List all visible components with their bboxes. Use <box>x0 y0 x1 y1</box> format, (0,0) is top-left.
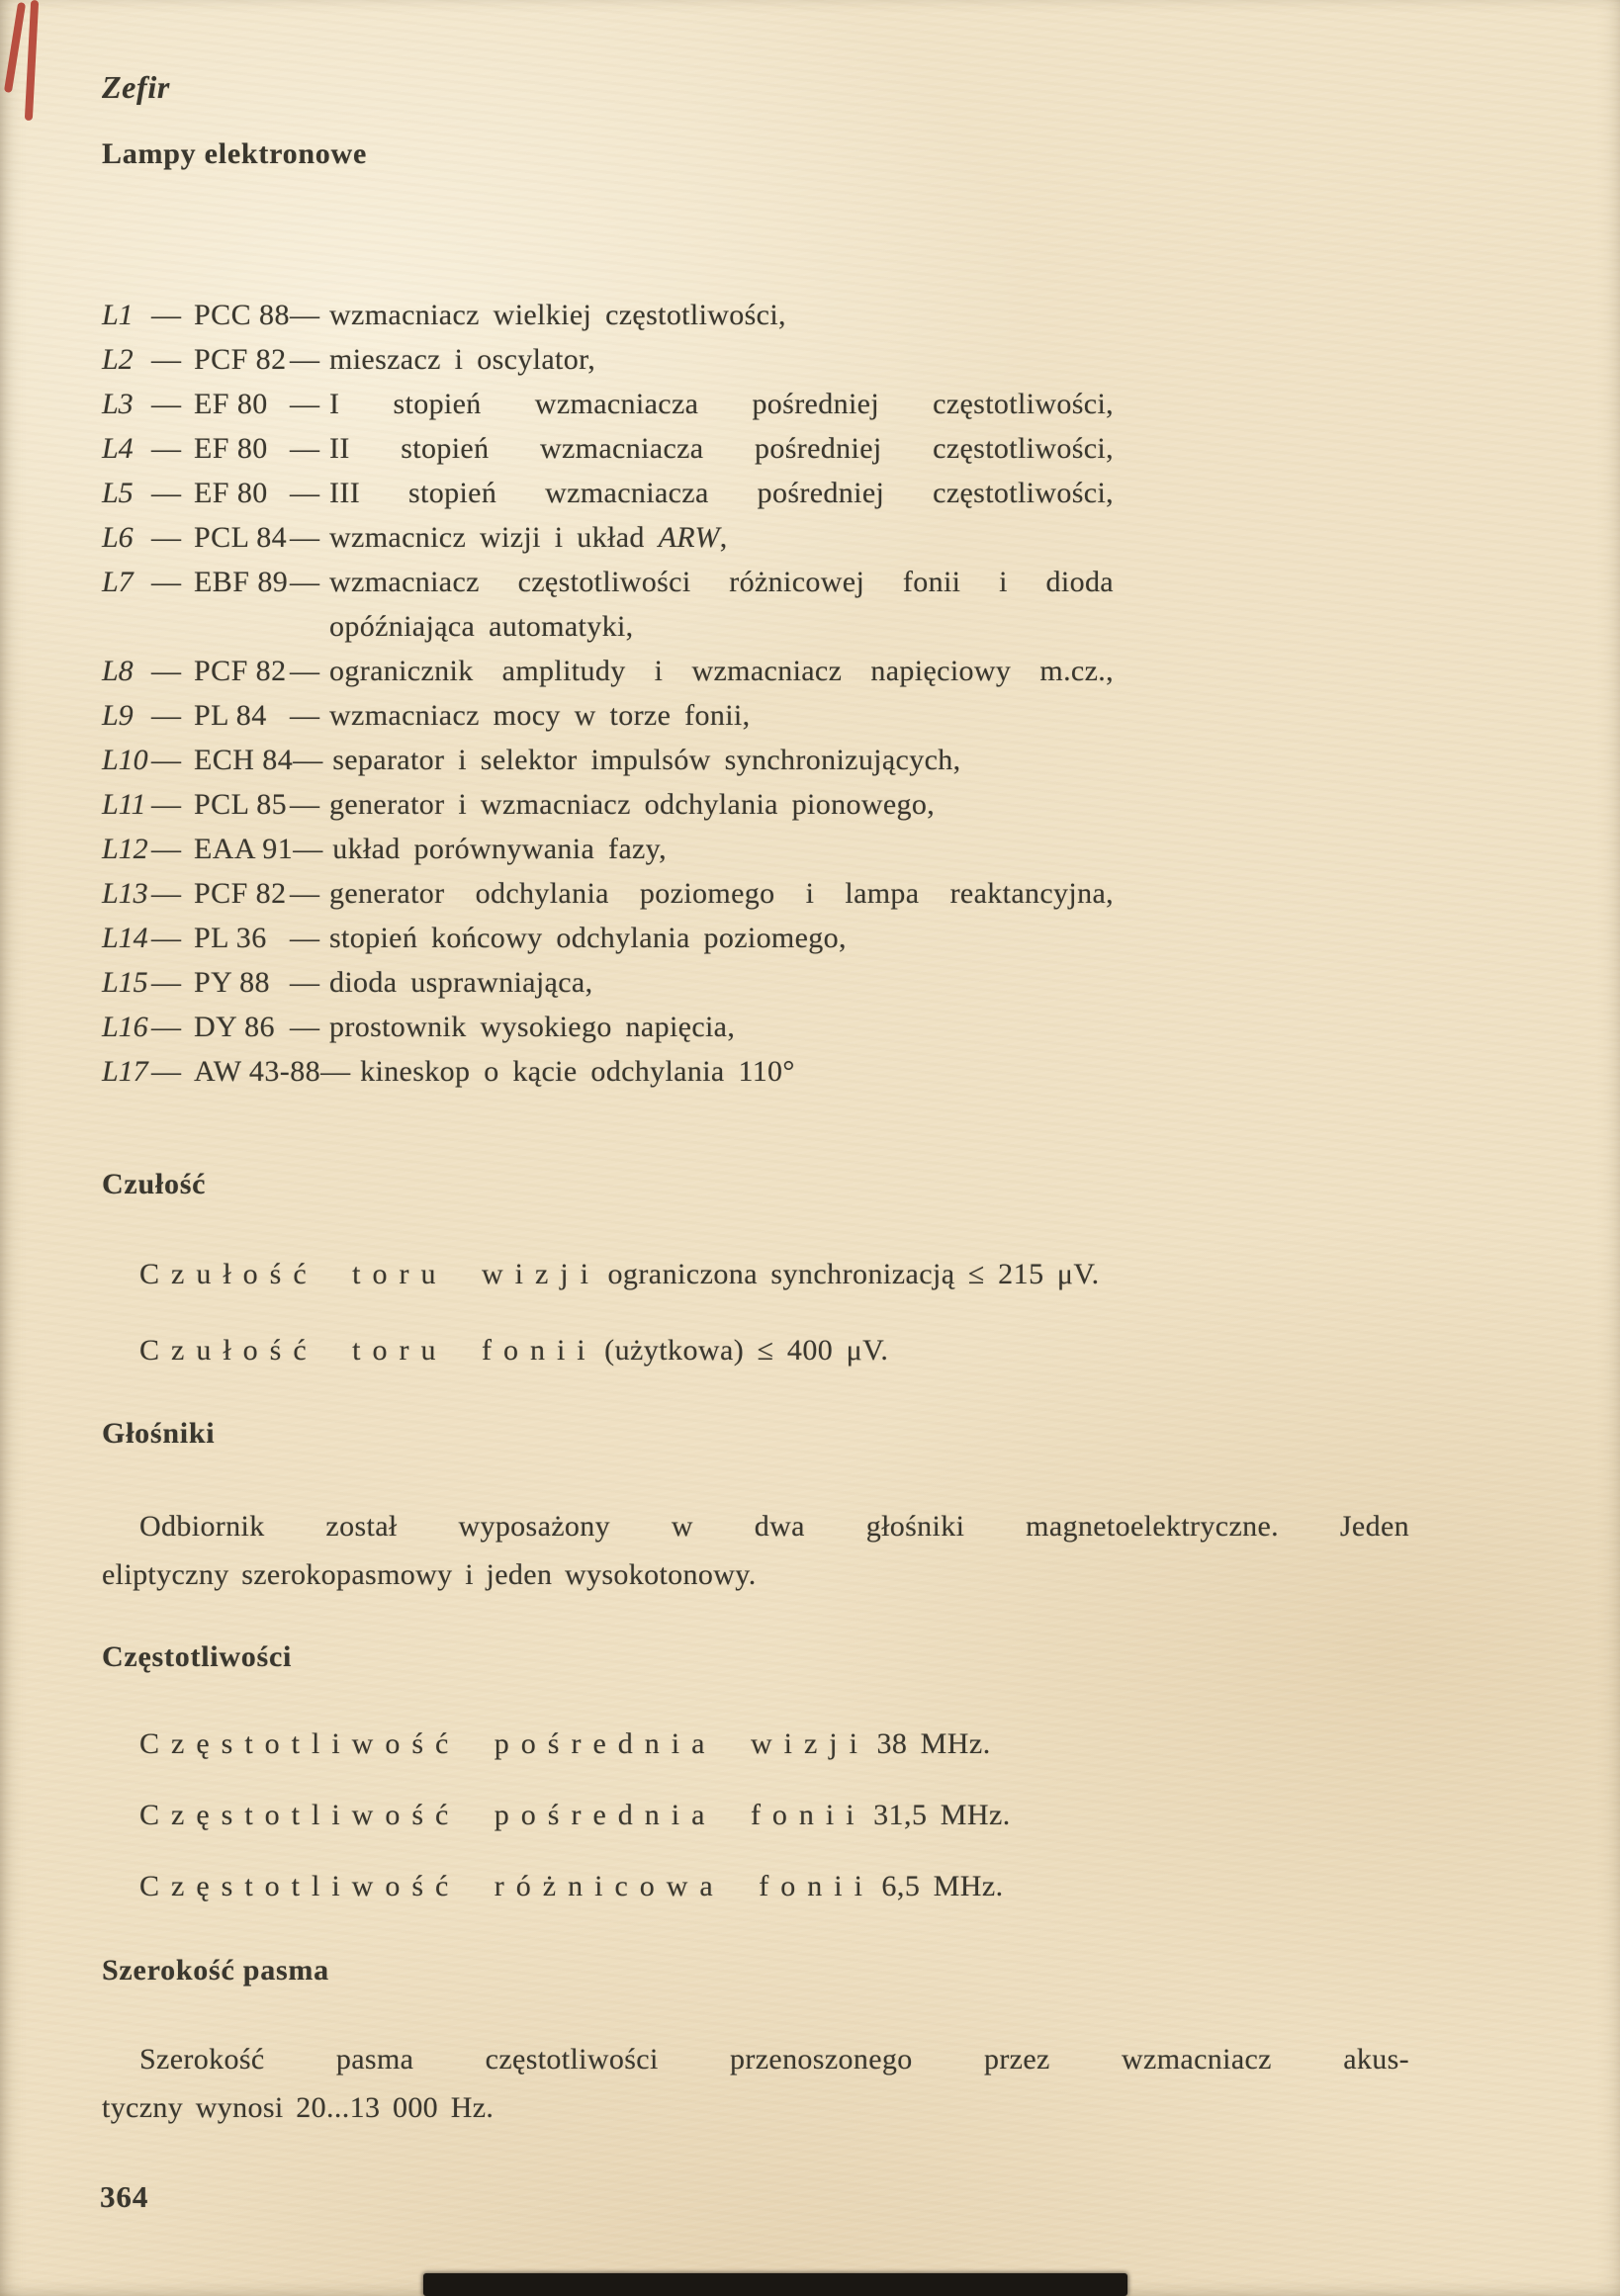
lamp-description-line: mieszacz i oscylator, <box>329 343 596 376</box>
lamp-row <box>102 1005 1427 1049</box>
sensitivity-items <box>102 1252 1506 1372</box>
lamp-description-line: II stopień wzmacniacza pośredniej częstotliwości, <box>329 432 1114 465</box>
section-heading-lamps: Lampy elektronowe <box>102 137 368 170</box>
lamp-row <box>102 782 1427 827</box>
lamp-description-line: ogranicznik amplitudy i wzmacniacz napięciowy m.cz., <box>329 655 1114 687</box>
spec-spaced-text: Czułość toru wizji <box>139 1258 600 1290</box>
lamp-dash: — <box>290 788 319 821</box>
spec-value-text: ograniczona synchronizacją ≤ 215 μV. <box>607 1258 1100 1290</box>
lamp-row <box>102 560 1427 649</box>
section-heading-speakers: Głośniki <box>102 1417 216 1450</box>
lamp-row <box>102 827 1427 871</box>
paragraph-line: Odbiornik został wyposażony w dwa głośniki magnetoelektryczne. Jeden <box>139 1510 1409 1543</box>
lamp-dash: — <box>290 299 319 331</box>
lamp-tube-name: PL 84 <box>194 699 267 732</box>
section-heading-sensitivity: Czułość <box>102 1168 207 1200</box>
lamp-description <box>329 960 1114 1005</box>
lamp-dash: — <box>290 877 319 910</box>
lamp-dash: — <box>290 521 319 554</box>
lamp-description <box>329 382 1114 426</box>
lamp-description-line: stopień końcowy odchylania poziomego, <box>329 922 847 954</box>
lamp-dash: — <box>151 833 181 865</box>
lamp-label: L16 <box>102 1011 148 1043</box>
section-heading-bandwidth: Szerokość pasma <box>102 1954 329 1987</box>
lamp-label: L11 <box>102 788 146 821</box>
lamp-dash: — <box>290 566 319 598</box>
lamp-description-line: wzmacniacz wielkiej częstotliwości, <box>329 299 786 331</box>
lamp-dash: — <box>151 299 181 331</box>
lamp-dash: — <box>290 477 319 509</box>
spec-spaced-text: Czułość toru fonii <box>139 1334 597 1367</box>
lamp-description-line: prostownik wysokiego napięcia, <box>329 1011 736 1043</box>
lamp-row <box>102 515 1427 560</box>
lamp-dash: — <box>151 566 181 598</box>
red-pen-mark <box>25 0 39 121</box>
lamp-tube-name: PCC 88 <box>194 299 290 331</box>
lamp-tube-name: DY 86 <box>194 1011 275 1043</box>
lamp-tube-name: EF 80 <box>194 432 268 465</box>
lamp-dash: — <box>290 699 319 732</box>
lamp-description <box>329 1005 1114 1049</box>
spec-value-text: 38 MHz. <box>876 1727 991 1760</box>
lamp-description <box>329 693 1114 738</box>
page-title: Zefir <box>102 69 170 105</box>
lamp-row <box>102 337 1427 382</box>
lamp-description-line: opóźniająca automatyki, <box>329 610 634 643</box>
lamp-list <box>102 293 1427 1094</box>
lamp-dash: — <box>151 388 181 420</box>
lamp-row <box>102 693 1427 738</box>
lamp-row <box>102 871 1427 916</box>
lamp-tube-name: ECH 84 <box>194 744 294 776</box>
lamp-dash: — <box>151 966 181 999</box>
lamp-dash: — <box>151 877 181 910</box>
lamp-dash: — <box>151 922 181 954</box>
lamp-dash: — <box>151 1055 181 1088</box>
lamp-dash: — <box>151 699 181 732</box>
lamp-description-line: I stopień wzmacniacza pośredniej częstotliwości, <box>329 388 1114 420</box>
lamp-description-line: wzmacniacz częstotliwości różnicowej fonii i dioda <box>329 566 1114 598</box>
lamp-label: L10 <box>102 744 148 776</box>
lamp-row <box>102 1049 1427 1094</box>
lamp-tube-name: PY 88 <box>194 966 270 999</box>
lamp-description <box>329 782 1114 827</box>
lamp-label: L8 <box>102 655 134 687</box>
spec-spaced-text: Częstotliwość różnicowa fonii <box>139 1870 874 1902</box>
lamp-row <box>102 738 1427 782</box>
lamp-tube-name: PCF 82 <box>194 877 287 910</box>
lamp-label: L4 <box>102 432 134 465</box>
paragraph-line: tyczny wynosi 20...13 000 Hz. <box>102 2091 495 2124</box>
lamp-label: L7 <box>102 566 134 598</box>
lamp-label: L12 <box>102 833 148 865</box>
lamp-description <box>360 1049 1144 1094</box>
lamp-description <box>329 871 1114 916</box>
lamp-dash: — <box>151 655 181 687</box>
lamp-description-line: kineskop o kącie odchylania 110° <box>360 1055 795 1088</box>
sensitivity-line <box>102 1328 1506 1372</box>
lamp-label: L5 <box>102 477 134 509</box>
lamp-dash: — <box>290 655 319 687</box>
lamp-description <box>329 426 1114 471</box>
lamp-dash: — <box>151 343 181 376</box>
bandwidth-paragraph <box>102 2035 1409 2132</box>
lamp-description-line: wzmacniacz mocy w torze fonii, <box>329 699 751 732</box>
lamp-label: L3 <box>102 388 134 420</box>
lamp-label: L2 <box>102 343 134 376</box>
section-heading-frequencies: Częstotliwości <box>102 1640 293 1673</box>
lamp-row <box>102 382 1427 426</box>
spec-value-text: 6,5 MHz. <box>881 1870 1004 1902</box>
lamp-dash: — <box>290 1011 319 1043</box>
lamp-description <box>332 738 1117 782</box>
lamp-row <box>102 649 1427 693</box>
spec-value-text: 31,5 MHz. <box>873 1799 1011 1831</box>
lamp-tube-name: EAA 91 <box>194 833 294 865</box>
lamp-description-line: wzmacnicz wizji i układ ARW, <box>329 521 728 554</box>
lamp-row <box>102 426 1427 471</box>
frequency-line <box>102 1722 1506 1766</box>
lamp-row <box>102 293 1427 337</box>
lamp-description <box>329 471 1114 515</box>
lamp-row <box>102 471 1427 515</box>
lamp-label: L15 <box>102 966 148 999</box>
lamp-label: L6 <box>102 521 134 554</box>
lamp-tube-name: AW 43-88 <box>194 1055 321 1088</box>
speakers-paragraph <box>102 1502 1409 1599</box>
lamp-label: L9 <box>102 699 134 732</box>
lamp-row <box>102 916 1427 960</box>
lamp-tube-name: EF 80 <box>194 477 268 509</box>
paragraph-line: Szerokość pasma częstotliwości przenoszonego przez wzmacniacz akus- <box>139 2043 1409 2075</box>
lamp-description <box>329 337 1114 382</box>
lamp-dash: — <box>290 966 319 999</box>
lamp-dash: — <box>290 343 319 376</box>
lamp-description <box>332 827 1117 871</box>
lamp-tube-name: PCL 85 <box>194 788 288 821</box>
lamp-dash: — <box>151 744 181 776</box>
lamp-description-line: dioda usprawniająca, <box>329 966 593 999</box>
lamp-description-line: III stopień wzmacniacza pośredniej częstotliwości, <box>329 477 1114 509</box>
lamp-dash: — <box>293 833 323 865</box>
lamp-tube-name: PL 36 <box>194 922 267 954</box>
lamp-tube-name: PCF 82 <box>194 655 287 687</box>
frequency-line <box>102 1793 1506 1837</box>
lamp-description-line: generator odchylania poziomego i lampa reaktancyjna, <box>329 877 1114 910</box>
lamp-dash: — <box>151 477 181 509</box>
lamp-label: L14 <box>102 922 148 954</box>
lamp-dash: — <box>151 432 181 465</box>
frequency-line <box>102 1864 1506 1908</box>
lamp-dash: — <box>290 432 319 465</box>
frequency-items <box>102 1722 1506 1908</box>
lamp-dash: — <box>151 1011 181 1043</box>
lamp-description-line: układ porównywania fazy, <box>332 833 667 865</box>
lamp-label: L17 <box>102 1055 148 1088</box>
lamp-dash: — <box>151 521 181 554</box>
lamp-dash: — <box>290 388 319 420</box>
lamp-row <box>102 960 1427 1005</box>
lamp-description <box>329 560 1114 649</box>
spec-spaced-text: Częstotliwość pośrednia fonii <box>139 1799 866 1831</box>
lamp-description <box>329 515 1114 560</box>
lamp-tube-name: EF 80 <box>194 388 268 420</box>
lamp-tube-name: EBF 89 <box>194 566 289 598</box>
scan-shadow-bar <box>423 2273 1127 2296</box>
spec-spaced-text: Częstotliwość pośrednia wizji <box>139 1727 869 1760</box>
lamp-description <box>329 916 1114 960</box>
lamp-label: L1 <box>102 299 134 331</box>
lamp-description <box>329 649 1114 693</box>
lamp-description-line: separator i selektor impulsów synchronizujących, <box>332 744 961 776</box>
lamp-tube-name: PCF 82 <box>194 343 287 376</box>
spec-value-text: (użytkowa) ≤ 400 μV. <box>604 1334 889 1367</box>
lamp-description-line: generator i wzmacniacz odchylania pionowego, <box>329 788 936 821</box>
lamp-description <box>329 293 1114 337</box>
lamp-tube-name: PCL 84 <box>194 521 288 554</box>
paragraph-line: eliptyczny szerokopasmowy i jeden wysokotonowy. <box>102 1558 757 1591</box>
lamp-dash: — <box>290 922 319 954</box>
page-number: 364 <box>100 2179 149 2214</box>
lamp-label: L13 <box>102 877 148 910</box>
lamp-dash: — <box>293 744 323 776</box>
sensitivity-line <box>102 1252 1506 1296</box>
lamp-dash: — <box>151 788 181 821</box>
red-pen-mark <box>4 2 26 93</box>
lamp-dash: — <box>320 1055 351 1088</box>
